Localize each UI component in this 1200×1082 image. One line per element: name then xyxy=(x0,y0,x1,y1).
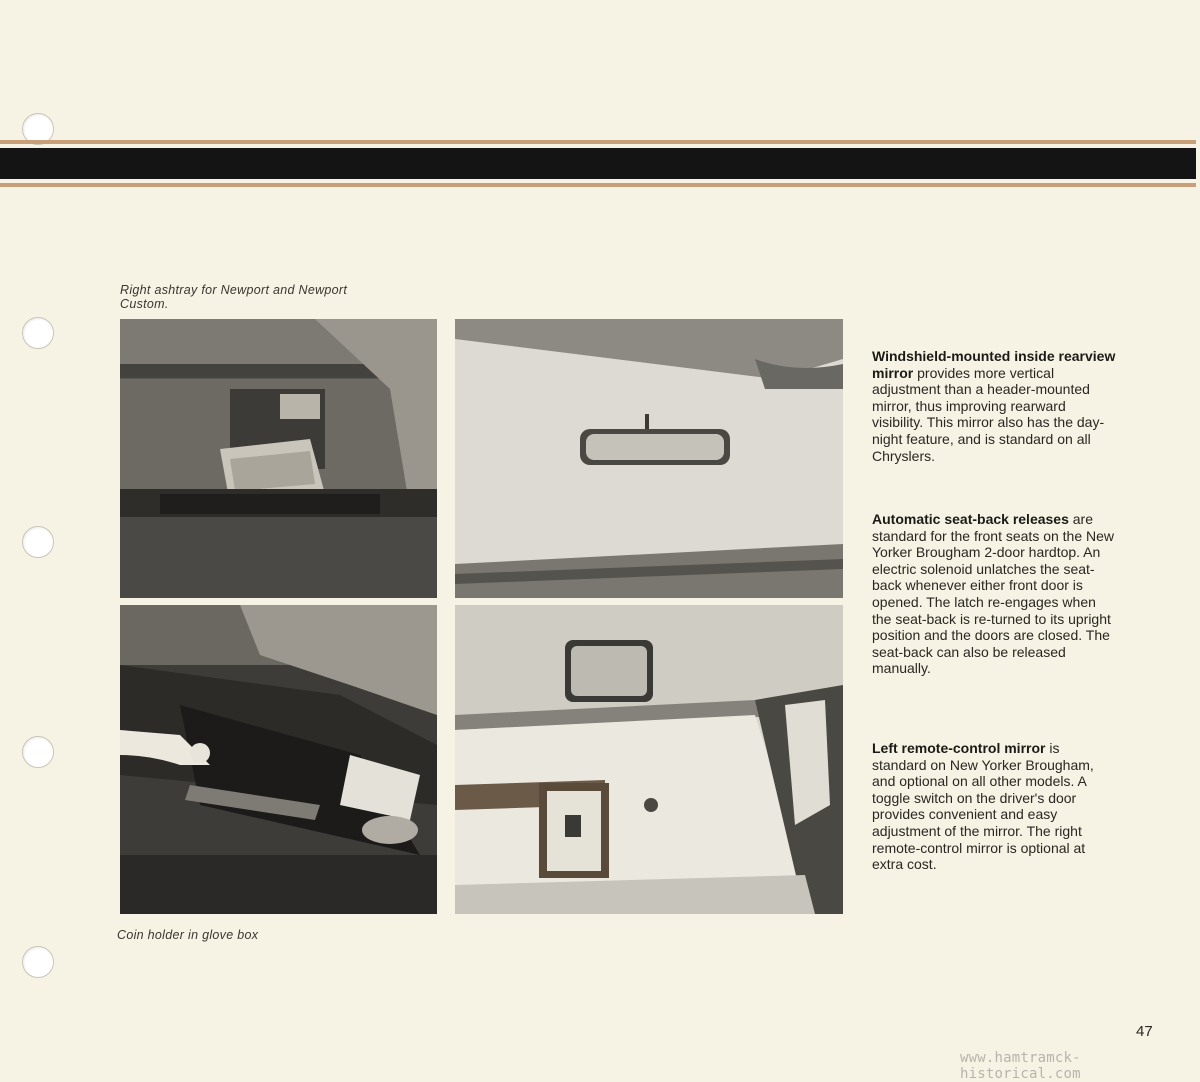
header-tan-stripe xyxy=(0,140,1196,144)
binder-hole xyxy=(22,317,54,349)
caption-ashtray: Right ashtray for Newport and Newport Custom. xyxy=(120,283,348,311)
photo-ashtray xyxy=(120,319,437,598)
section-seat-back-releases xyxy=(872,511,1117,677)
section-heading: Left remote-control mirror xyxy=(872,740,1046,756)
header-tan-stripe xyxy=(0,183,1196,187)
binder-hole xyxy=(22,526,54,558)
section-heading: Windshield-mounted inside rearview mirror xyxy=(872,348,1116,381)
section-heading: Automatic seat-back releases xyxy=(872,511,1069,527)
binder-hole xyxy=(22,946,54,978)
page-number: 47 xyxy=(1136,1023,1153,1040)
photo-door-remote-mirror xyxy=(455,605,843,914)
binder-hole xyxy=(22,736,54,768)
watermark: www.hamtramck-historical.com xyxy=(960,1050,1081,1082)
photo-glove-box-coin-holder xyxy=(120,605,437,914)
photo-rearview-mirror xyxy=(455,319,843,598)
section-remote-control-mirror xyxy=(872,740,1117,873)
caption-coin-holder: Coin holder in glove box xyxy=(117,928,259,942)
section-text: provides more vertical adjustment than a header-mounted mirror, thus improving rearward visibility. This mirror also has the day-night feature, and is standard on all Chryslers. xyxy=(872,364,1105,464)
section-text: are standard for the front seats on the New Yorker Brougham 2-door hardtop. An electric solenoid unlatches the seat-back whenever either front door is opened. The latch re-engages when the seat-back is re-turned to its upright position and the doors are closed. The seat-back can also be released manually. xyxy=(872,511,1115,677)
section-text: is standard on New Yorker Brougham, and optional on all other models. A toggle switch on the driver's door provides convenient and easy adjustment of the mirror. The right remote-control mirror is optional at extra cost. xyxy=(872,740,1094,873)
header-black-band xyxy=(0,148,1196,179)
section-rearview-mirror xyxy=(872,348,1117,464)
